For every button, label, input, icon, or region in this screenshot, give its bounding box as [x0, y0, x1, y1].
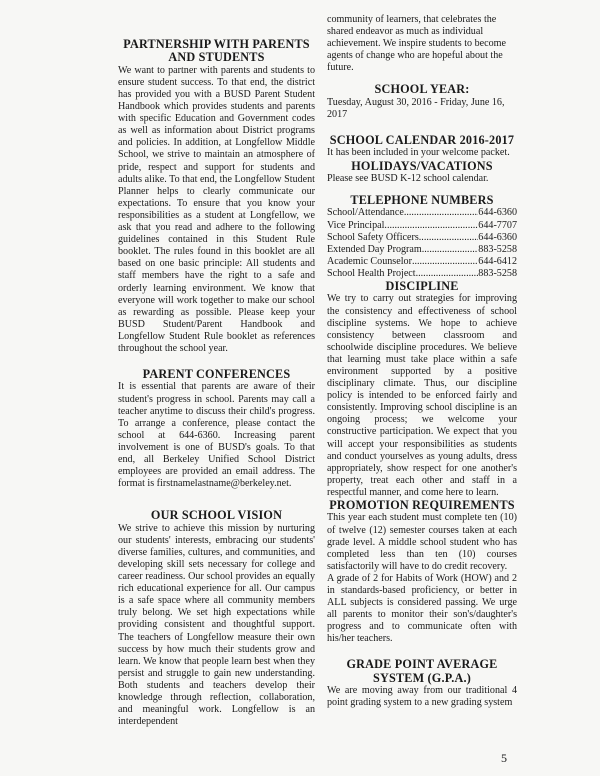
parent-conferences-text: It is essential that parents are aware of their student's progress in school. Parents may call a teacher anytime to discuss their child's progress. To arrange a conference, please contact the school at 644-6360. Increasing parent involvement is one of BUSD's goals. To that end, all Berkeley Unified School District employees are provided an email address. The format is firstnamelastname@berkeley.net. — [118, 381, 315, 490]
holidays-heading: HOLIDAYS/VACATIONS — [351, 158, 493, 173]
school-calendar-text: It has been included in your welcome packet. — [327, 147, 510, 159]
phone-label: Vice Principal — [327, 219, 385, 231]
school-calendar-heading: SCHOOL CALENDAR 2016-2017 — [329, 133, 515, 148]
page-number: 5 — [501, 751, 507, 765]
phone-row — [327, 244, 517, 256]
phone-row — [327, 207, 517, 219]
discipline-heading: DISCIPLINE — [385, 279, 459, 294]
phone-number: 644-6360 — [478, 231, 517, 243]
gpa-heading: GRADE POINT AVERAGE SYSTEM (G.P.A.) — [346, 657, 498, 685]
telephone-heading: TELEPHONE NUMBERS — [350, 193, 494, 208]
discipline-text: We try to carry out strategies for improving the consistency and effectiveness of school discipline systems. We hope to achieve consistency between classroom and schoolwide discipline procedures. We believe that learning must take place within a safe environment supported by a positive disciplinary climate. Thus, our discipline policy is intended to be enforced fairly and consistently. Improving school discipline is an ongoing process; we welcome your constructive participation. We expect that you will accept your responsibilities as students and conduct yourselves as young adults, dress appropriately, show respect for one another's property, treat each other and staff in a respectful manner, and come here to learn. — [327, 293, 517, 498]
parent-conferences-heading: PARENT CONFERENCES — [142, 367, 291, 382]
phone-number: 883-5258 — [478, 267, 517, 279]
school-vision-heading: OUR SCHOOL VISION — [150, 508, 283, 523]
school-year-heading: SCHOOL YEAR: — [374, 82, 470, 97]
phone-row — [327, 232, 517, 244]
gpa-text: We are moving away from our traditional 4 point grading system to a new grading system — [327, 685, 517, 709]
promotion-text: This year each student must complete ten (10) of twelve (12) semester courses taken at each grade level. A middle school student who has completed less than ten (10) courses satisfactorily will have to do credit recovery. — [327, 512, 517, 572]
phone-number: 644-6360 — [478, 207, 517, 219]
promotion-text-passing: A grade of 2 for Habits of Work (HOW) and 2 in standards-based proficiency, or better in ALL subjects is considered passing. We urge all parents to monitor their son's/daughter's progress and to communicate often with his/her teachers. — [327, 572, 517, 645]
telephone-list — [327, 207, 517, 280]
phone-label: School Health Project — [327, 267, 416, 279]
phone-label: School Safety Officers — [327, 231, 419, 243]
partnership-text: We want to partner with parents and students to ensure student success. To that end, the district has provided you with a BUSD Parent Student Handbook which provides students and parents with specific Education and Government codes as well as information about District programs and policies. In addition, at Longfellow Middle School, we strive to maintain an atmosphere of pride, respect and support for students and adults alike. To that end, the Longfellow Student Planner helps to clearly communicate our expectations. To ensure that you know your responsibilities as a student at Longfellow, we ask that you read and adhere to the following guidelines contained in this Student Rule booklet. The rules found in this booklet are all based on one basic principle: All students and staff members have the right to a safe and orderly learning environment. We know that everyone will work together to make our school as rewarding as possible. Please keep your BUSD Student/Parent Handbook and Longfellow Student Rule booklet as references throughout the school year. — [118, 64, 315, 354]
phone-number: 644-7707 — [478, 219, 517, 231]
school-vision-continued: community of learners, that celebrates the shared endeavor as much as individual achievement. We inspire students to become agents of change who are hopeful about the future. — [327, 14, 506, 74]
right-column — [327, 14, 517, 709]
left-column — [118, 38, 315, 728]
phone-number: 644-6412 — [478, 255, 517, 267]
phone-label: Extended Day Program — [327, 243, 422, 255]
school-vision-text: We strive to achieve this mission by nurturing our students' interests, embracing our students' diverse families, cultures, and communities, and developing skill sets necessary for college and career readiness. Our school provides an equally rich educational experience for all. Our campus is a safe space where all community members truly belong. We set high expectations while providing consistent and thoughtful support. The teachers of Longfellow measure their own success by how much their students grow and learn. We know that people learn best when they persist and struggle to gain new understanding. Both students and teachers develop their knowledge through reflection, collaboration, and meaningful work. Longfellow is an interdependent — [118, 522, 315, 728]
phone-label: School/Attendance — [327, 207, 404, 219]
partnership-heading: PARTNERSHIP WITH PARENTS AND STUDENTS — [123, 37, 310, 65]
phone-label: Academic Counselor — [327, 255, 412, 267]
phone-row — [327, 256, 517, 268]
phone-number: 883-5258 — [478, 243, 517, 255]
school-year-dates: Tuesday, August 30, 2016 - Friday, June 16, 2017 — [327, 96, 505, 120]
phone-row — [327, 220, 517, 232]
promotion-heading: PROMOTION REQUIREMENTS — [329, 498, 515, 513]
holidays-text: Please see BUSD K-12 school calendar. — [327, 172, 489, 184]
